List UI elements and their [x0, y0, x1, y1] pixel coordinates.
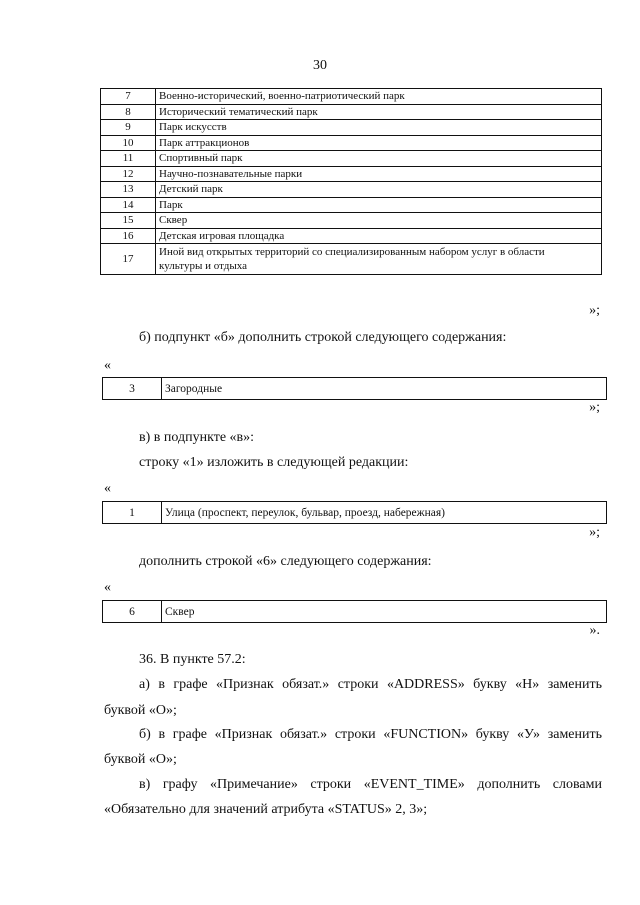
paragraph-b2-line1: б) в графе «Признак обязат.» строки «FUNCTION» букву «У» заменить	[139, 727, 602, 742]
paragraph-subitem-v: в) в подпункте «в»:	[139, 430, 255, 445]
table-row	[101, 244, 602, 275]
opening-quote: «	[104, 481, 111, 496]
paragraph-v2-line2: «Обязательно для значений атрибута «STATUS» 2, 3»;	[104, 802, 428, 817]
row-number: 9	[101, 120, 156, 136]
closing-quote: »;	[589, 303, 600, 318]
table-row	[101, 182, 602, 198]
row-text: Парк искусств	[156, 120, 602, 136]
row-text: Исторический тематический парк	[156, 104, 602, 120]
paragraph-a-line1: а) в графе «Признак обязат.» строки «ADDRESS» букву «Н» заменить	[139, 677, 602, 692]
row-text: Научно-познавательные парки	[156, 166, 602, 182]
row-text: Детская игровая площадка	[156, 228, 602, 244]
table-row	[101, 151, 602, 167]
page-number: 30	[313, 58, 327, 73]
row-number: 13	[101, 182, 156, 198]
paragraph-subitem-b: б) подпункт «б» дополнить строкой следующего содержания:	[139, 330, 507, 345]
row-text: Военно-исторический, военно-патриотический парк	[156, 89, 602, 105]
row-number: 3	[103, 378, 162, 400]
row-text: Парк	[156, 197, 602, 213]
paragraph-row-6: дополнить строкой «6» следующего содержания:	[139, 554, 432, 569]
table-row	[101, 135, 602, 151]
row-number: 1	[103, 502, 162, 524]
table-row	[101, 104, 602, 120]
closing-quote: ».	[589, 623, 600, 638]
row-number: 8	[101, 104, 156, 120]
row-number: 14	[101, 197, 156, 213]
row-number: 16	[101, 228, 156, 244]
park-types-table	[100, 88, 602, 275]
row-number: 17	[101, 244, 156, 275]
row-text: Сквер	[156, 213, 602, 229]
closing-quote: »;	[589, 400, 600, 415]
opening-quote: «	[104, 580, 111, 595]
row-text-line: Иной вид открытых территорий со специализированным набором услуг в области	[159, 246, 545, 258]
row-number: 12	[101, 166, 156, 182]
row-number: 11	[101, 151, 156, 167]
row-text: Спортивный парк	[156, 151, 602, 167]
row-text-line: культуры и отдыха	[159, 260, 247, 272]
table-row	[101, 213, 602, 229]
row-text: Парк аттракционов	[156, 135, 602, 151]
row-text: Сквер	[162, 601, 607, 623]
table-row	[101, 89, 602, 105]
paragraph-b2-line2: буквой «О»;	[104, 752, 177, 767]
row-text	[156, 244, 602, 275]
row-number: 7	[101, 89, 156, 105]
row-number: 10	[101, 135, 156, 151]
table-row	[101, 120, 602, 136]
paragraph-item-36: 36. В пункте 57.2:	[139, 652, 246, 667]
closing-quote: »;	[589, 525, 600, 540]
paragraph-v2-line1: в) графу «Примечание» строки «EVENT_TIME» дополнить словами	[139, 777, 602, 792]
paragraph-row-1: строку «1» изложить в следующей редакции:	[139, 455, 409, 470]
row-6-table	[102, 600, 607, 623]
table-row	[101, 228, 602, 244]
row-number: 6	[103, 601, 162, 623]
row-text: Детский парк	[156, 182, 602, 198]
row-text: Улица (проспект, переулок, бульвар, проезд, набережная)	[162, 502, 607, 524]
paragraph-a-line2: буквой «О»;	[104, 703, 177, 718]
table-row	[101, 197, 602, 213]
row-3-table	[102, 377, 607, 400]
row-1-table	[102, 501, 607, 524]
row-text: Загородные	[162, 378, 607, 400]
row-number: 15	[101, 213, 156, 229]
opening-quote: «	[104, 358, 111, 373]
table-row	[101, 166, 602, 182]
